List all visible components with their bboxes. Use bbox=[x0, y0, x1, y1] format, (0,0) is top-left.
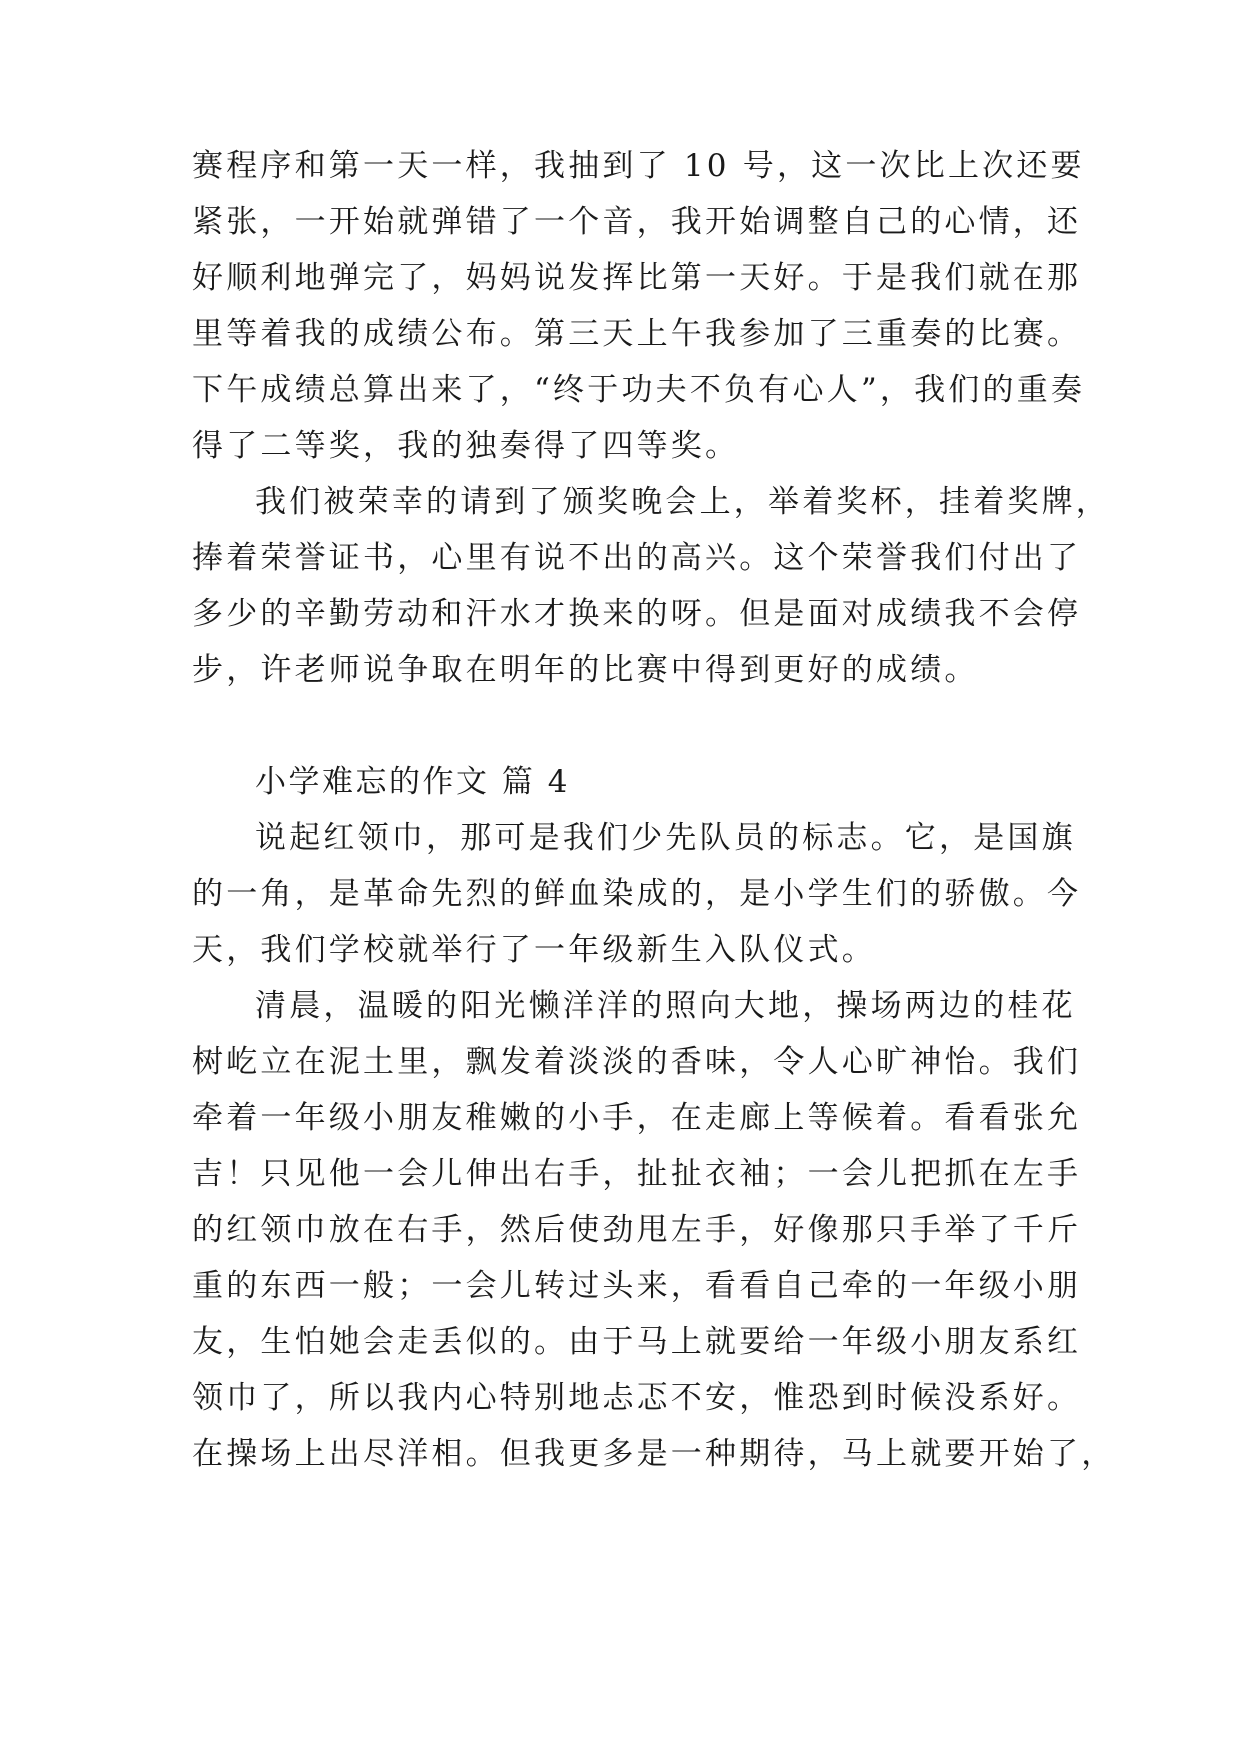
text-line: 树屹立在泥土里，飘发着淡淡的香味，令人心旷神怡。我们 bbox=[192, 1044, 1082, 1080]
paragraph-start-line: 说起红领巾，那可是我们少先队员的标志。它，是国旗 bbox=[255, 820, 1076, 856]
text-line: 得了二等奖，我的独奏得了四等奖。 bbox=[192, 428, 740, 464]
text-line: 里等着我的成绩公布。第三天上午我参加了三重奏的比赛。 bbox=[192, 316, 1082, 352]
text-line: 捧着荣誉证书，心里有说不出的高兴。这个荣誉我们付出了 bbox=[192, 540, 1082, 576]
text-line: 赛程序和第一天一样，我抽到了 10 号，这一次比上次还要 bbox=[192, 148, 1085, 184]
section-title: 小学难忘的作文 篇 4 bbox=[255, 764, 570, 800]
text-line: 紧张，一开始就弹错了一个音，我开始调整自己的心情，还 bbox=[192, 204, 1082, 240]
text-line: 下午成绩总算出来了，“终于功夫不负有心人”，我们的重奏 bbox=[192, 372, 1086, 408]
text-line: 在操场上出尽洋相。但我更多是一种期待，马上就要开始了， bbox=[192, 1436, 1116, 1472]
text-line: 好顺利地弹完了，妈妈说发挥比第一天好。于是我们就在那 bbox=[192, 260, 1082, 296]
text-line: 领巾了，所以我内心特别地忐忑不安，惟恐到时候没系好。 bbox=[192, 1380, 1082, 1416]
paragraph-start-line: 清晨，温暖的阳光懒洋洋的照向大地，操场两边的桂花 bbox=[255, 988, 1076, 1024]
text-line: 牵着一年级小朋友稚嫩的小手，在走廊上等候着。看看张允 bbox=[192, 1100, 1082, 1136]
paragraph-start-line: 我们被荣幸的请到了颁奖晚会上，举着奖杯，挂着奖牌， bbox=[255, 484, 1110, 520]
text-line: 的红领巾放在右手，然后使劲甩左手，好像那只手举了千斤 bbox=[192, 1212, 1082, 1248]
text-line: 吉！只见他一会儿伸出右手，扯扯衣袖；一会儿把抓在左手 bbox=[192, 1156, 1082, 1192]
text-line: 友，生怕她会走丢似的。由于马上就要给一年级小朋友系红 bbox=[192, 1324, 1082, 1360]
text-line: 天，我们学校就举行了一年级新生入队仪式。 bbox=[192, 932, 876, 968]
text-line: 步，许老师说争取在明年的比赛中得到更好的成绩。 bbox=[192, 652, 979, 688]
text-line: 多少的辛勤劳动和汗水才换来的呀。但是面对成绩我不会停 bbox=[192, 596, 1082, 632]
text-line: 重的东西一般；一会儿转过头来，看看自己牵的一年级小朋 bbox=[192, 1268, 1082, 1304]
text-line: 的一角，是革命先烈的鲜血染成的，是小学生们的骄傲。今 bbox=[192, 876, 1082, 912]
